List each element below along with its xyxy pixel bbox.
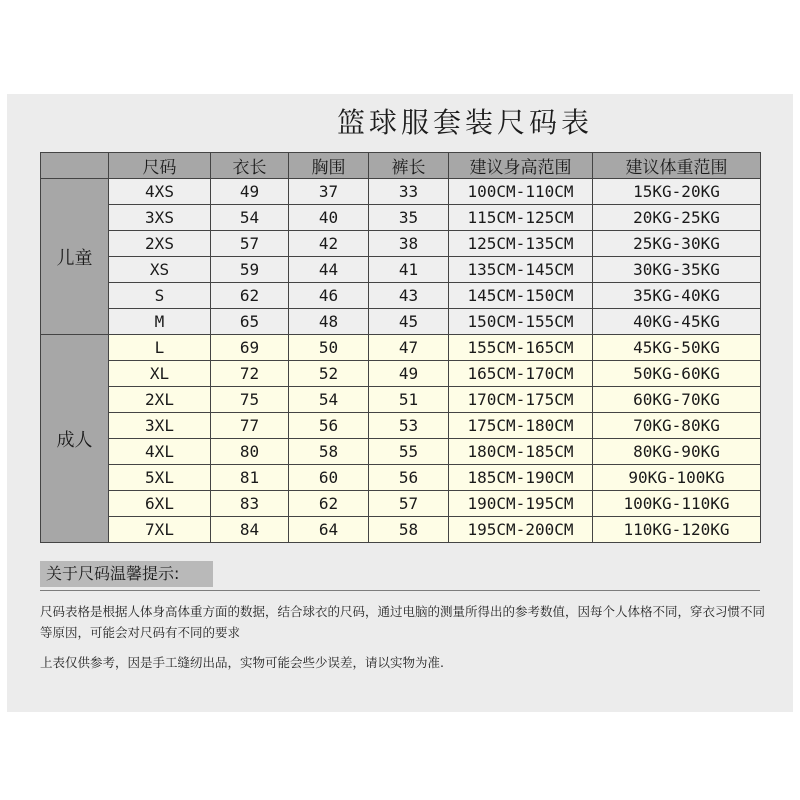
cell-weight-range: 50KG-60KG bbox=[593, 361, 761, 387]
cell-height-range: 175CM-180CM bbox=[449, 413, 593, 439]
cell-pants-length: 53 bbox=[369, 413, 449, 439]
table-row bbox=[41, 465, 761, 491]
cell-weight-range: 80KG-90KG bbox=[593, 439, 761, 465]
cell-weight-range: 90KG-100KG bbox=[593, 465, 761, 491]
cell-top-length: 77 bbox=[211, 413, 289, 439]
cell-weight-range: 70KG-80KG bbox=[593, 413, 761, 439]
cell-top-length: 80 bbox=[211, 439, 289, 465]
cell-height-range: 195CM-200CM bbox=[449, 517, 593, 543]
cell-height-range: 115CM-125CM bbox=[449, 205, 593, 231]
cell-chest: 54 bbox=[289, 387, 369, 413]
cell-height-range: 165CM-170CM bbox=[449, 361, 593, 387]
cell-top-length: 49 bbox=[211, 179, 289, 205]
cell-pants-length: 33 bbox=[369, 179, 449, 205]
table-row bbox=[41, 335, 761, 361]
cell-height-range: 190CM-195CM bbox=[449, 491, 593, 517]
cell-height-range: 170CM-175CM bbox=[449, 387, 593, 413]
cell-weight-range: 40KG-45KG bbox=[593, 309, 761, 335]
cell-size: XS bbox=[109, 257, 211, 283]
cell-weight-range: 15KG-20KG bbox=[593, 179, 761, 205]
cell-top-length: 62 bbox=[211, 283, 289, 309]
table-row bbox=[41, 309, 761, 335]
table-row bbox=[41, 491, 761, 517]
cell-chest: 42 bbox=[289, 231, 369, 257]
cell-top-length: 75 bbox=[211, 387, 289, 413]
cell-weight-range: 45KG-50KG bbox=[593, 335, 761, 361]
table-row bbox=[41, 179, 761, 205]
cell-size: XL bbox=[109, 361, 211, 387]
cell-pants-length: 57 bbox=[369, 491, 449, 517]
header-cell-height-range: 建议身高范围 bbox=[449, 153, 593, 179]
cell-weight-range: 20KG-25KG bbox=[593, 205, 761, 231]
cell-chest: 44 bbox=[289, 257, 369, 283]
cell-height-range: 135CM-145CM bbox=[449, 257, 593, 283]
cell-weight-range: 30KG-35KG bbox=[593, 257, 761, 283]
table-row bbox=[41, 361, 761, 387]
cell-top-length: 59 bbox=[211, 257, 289, 283]
cell-chest: 62 bbox=[289, 491, 369, 517]
header-cell-weight-range: 建议体重范围 bbox=[593, 153, 761, 179]
cell-pants-length: 35 bbox=[369, 205, 449, 231]
cell-size: 6XL bbox=[109, 491, 211, 517]
cell-size: S bbox=[109, 283, 211, 309]
table-row bbox=[41, 205, 761, 231]
cell-weight-range: 35KG-40KG bbox=[593, 283, 761, 309]
header-cell-top-length: 衣长 bbox=[211, 153, 289, 179]
cell-size: 2XS bbox=[109, 231, 211, 257]
cell-top-length: 57 bbox=[211, 231, 289, 257]
cell-pants-length: 56 bbox=[369, 465, 449, 491]
tips-divider bbox=[40, 590, 760, 591]
table-row bbox=[41, 231, 761, 257]
cell-chest: 58 bbox=[289, 439, 369, 465]
table-row bbox=[41, 413, 761, 439]
cell-height-range: 180CM-185CM bbox=[449, 439, 593, 465]
cell-pants-length: 58 bbox=[369, 517, 449, 543]
cell-pants-length: 49 bbox=[369, 361, 449, 387]
cell-size: 5XL bbox=[109, 465, 211, 491]
cell-pants-length: 43 bbox=[369, 283, 449, 309]
cell-top-length: 72 bbox=[211, 361, 289, 387]
cell-chest: 52 bbox=[289, 361, 369, 387]
cell-size: 4XL bbox=[109, 439, 211, 465]
cell-pants-length: 41 bbox=[369, 257, 449, 283]
cell-height-range: 145CM-150CM bbox=[449, 283, 593, 309]
table-header-row bbox=[41, 153, 761, 179]
cell-top-length: 83 bbox=[211, 491, 289, 517]
cell-height-range: 100CM-110CM bbox=[449, 179, 593, 205]
table-row bbox=[41, 439, 761, 465]
header-cell-chest: 胸围 bbox=[289, 153, 369, 179]
cell-pants-length: 45 bbox=[369, 309, 449, 335]
size-chart-table bbox=[40, 152, 761, 543]
cell-size: M bbox=[109, 309, 211, 335]
cell-chest: 48 bbox=[289, 309, 369, 335]
tips-heading: 关于尺码温馨提示: bbox=[40, 561, 213, 587]
page-title: 篮球服套装尺码表 bbox=[336, 106, 593, 139]
cell-pants-length: 38 bbox=[369, 231, 449, 257]
cell-chest: 50 bbox=[289, 335, 369, 361]
cell-top-length: 65 bbox=[211, 309, 289, 335]
cell-weight-range: 110KG-120KG bbox=[593, 517, 761, 543]
header-cell-size: 尺码 bbox=[109, 153, 211, 179]
cell-size: 3XL bbox=[109, 413, 211, 439]
header-cell-pants-length: 裤长 bbox=[369, 153, 449, 179]
cell-top-length: 69 bbox=[211, 335, 289, 361]
group-label: 儿童 bbox=[41, 179, 109, 335]
cell-chest: 56 bbox=[289, 413, 369, 439]
table-row bbox=[41, 517, 761, 543]
cell-chest: 46 bbox=[289, 283, 369, 309]
cell-chest: 40 bbox=[289, 205, 369, 231]
cell-size: 4XS bbox=[109, 179, 211, 205]
cell-height-range: 125CM-135CM bbox=[449, 231, 593, 257]
cell-weight-range: 60KG-70KG bbox=[593, 387, 761, 413]
cell-size: 2XL bbox=[109, 387, 211, 413]
cell-top-length: 84 bbox=[211, 517, 289, 543]
cell-pants-length: 55 bbox=[369, 439, 449, 465]
cell-chest: 60 bbox=[289, 465, 369, 491]
cell-top-length: 81 bbox=[211, 465, 289, 491]
cell-pants-length: 51 bbox=[369, 387, 449, 413]
cell-size: 7XL bbox=[109, 517, 211, 543]
header-cell-group bbox=[41, 153, 109, 179]
cell-pants-length: 47 bbox=[369, 335, 449, 361]
tips-paragraph-1: 尺码表格是根据人体身高体重方面的数据，结合球衣的尺码，通过电脑的测量所得出的参考数值，因每个人体格不同，穿衣习惯不同等原因，可能会对尺码有不同的要求 bbox=[40, 604, 766, 640]
cell-chest: 64 bbox=[289, 517, 369, 543]
cell-weight-range: 100KG-110KG bbox=[593, 491, 761, 517]
cell-height-range: 185CM-190CM bbox=[449, 465, 593, 491]
cell-size: L bbox=[109, 335, 211, 361]
group-label: 成人 bbox=[41, 335, 109, 543]
cell-size: 3XS bbox=[109, 205, 211, 231]
cell-top-length: 54 bbox=[211, 205, 289, 231]
table-body bbox=[41, 179, 761, 543]
table-row bbox=[41, 257, 761, 283]
cell-height-range: 155CM-165CM bbox=[449, 335, 593, 361]
table-row bbox=[41, 387, 761, 413]
tips-paragraph-2: 上表仅供参考，因是手工缝纫出品，实物可能会些少误差，请以实物为准. bbox=[40, 655, 444, 670]
cell-weight-range: 25KG-30KG bbox=[593, 231, 761, 257]
table-row bbox=[41, 283, 761, 309]
cell-chest: 37 bbox=[289, 179, 369, 205]
cell-height-range: 150CM-155CM bbox=[449, 309, 593, 335]
